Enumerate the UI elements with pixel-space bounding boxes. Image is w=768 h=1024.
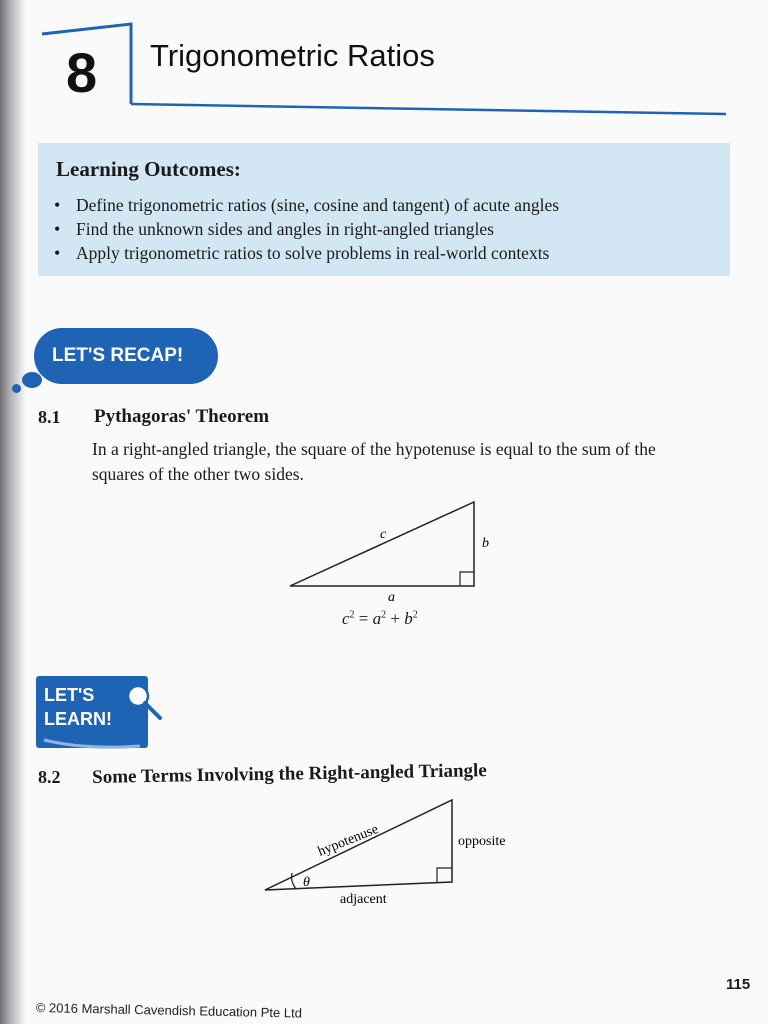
section-title: Some Terms Involving the Right-angled Triangle	[92, 760, 487, 788]
triangle-shape	[265, 800, 452, 890]
label-hypotenuse: hypotenuse	[315, 821, 381, 860]
learning-outcome-item: • Apply trigonometric ratios to solve problems in real-world contexts	[54, 243, 550, 263]
lets-recap-label: LET'S RECAP!	[52, 345, 184, 366]
learning-outcome-item: • Define trigonometric ratios (sine, cosine and tangent) of acute angles	[54, 195, 560, 215]
label-b: b	[482, 536, 489, 551]
pythagoras-formula: $c^2 = a^2 + b^2$	[342, 609, 418, 628]
label-a: a	[388, 590, 395, 605]
lets-learn-label: LET'S LEARN!	[44, 685, 112, 729]
page-number: 115	[726, 976, 751, 993]
label-opposite: opposite	[458, 834, 506, 849]
learning-outcome-item: • Find the unknown sides and angles in right-angled triangles	[54, 219, 494, 239]
chapter-number: 8	[66, 41, 97, 104]
label-adjacent: adjacent	[340, 892, 387, 907]
learning-outcomes-title: Learning Outcomes:	[56, 157, 241, 181]
pythagoras-statement: In a right-angled triangle, the square of the hypotenuse is equal to the sum of the squares of the other two sides.	[92, 439, 656, 484]
bullet-icon: •	[54, 219, 61, 239]
label-theta: θ	[303, 875, 310, 890]
copyright-footer: © 2016 Marshall Cavendish Education Pte Ltd	[35, 1000, 303, 1021]
label-c: c	[380, 527, 387, 542]
section-number: 8.2	[38, 767, 61, 787]
section-title: Pythagoras' Theorem	[94, 406, 270, 427]
chapter-title: Trigonometric Ratios	[150, 38, 435, 73]
bullet-icon: •	[54, 195, 61, 215]
right-angle-marker	[437, 868, 452, 883]
bullet-icon: •	[54, 243, 61, 263]
section-number: 8.1	[38, 407, 61, 427]
